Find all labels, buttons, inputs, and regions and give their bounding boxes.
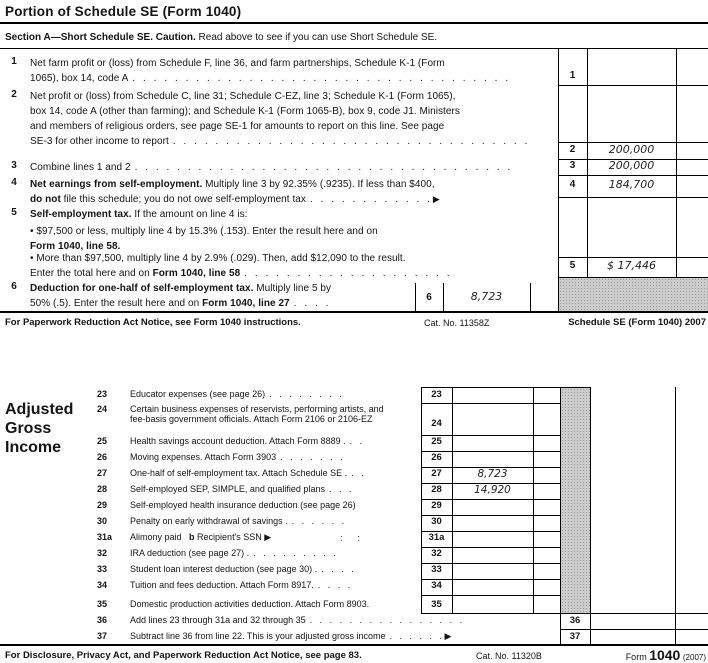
agi-section-heading: Adjusted Gross Income xyxy=(5,401,74,456)
se-line1-number: 1 xyxy=(11,56,17,67)
se-box5-amount-field[interactable]: $ 17,446 xyxy=(607,259,656,272)
agi-form-id: Form 1040 (2007) xyxy=(625,647,706,663)
amount-field[interactable]: 8,723 xyxy=(477,468,508,480)
line-label-number: 28 xyxy=(97,484,108,494)
form1040-line-28 xyxy=(0,484,708,500)
se-form-id: Schedule SE (Form 1040) 2007 xyxy=(568,317,706,328)
amount-field[interactable]: 14,920 xyxy=(474,484,511,496)
dot-leader: . . . . . . . . . . . . xyxy=(309,194,431,205)
entry-box-number: 36 xyxy=(569,615,581,626)
pointer-arrow-icon: ▶ xyxy=(432,194,440,204)
se-box4-number: 4 xyxy=(569,179,576,190)
dot-leader: . . . . . . . . . . . . . . . . . . . . . . . . . . . . . . . . . . . . xyxy=(134,162,511,173)
agi-footer-notice: For Disclosure, Privacy Act, and Paperwork Reduction Act Notice, see page 83. xyxy=(5,650,362,661)
line-label-number: 30 xyxy=(97,516,108,526)
se-box1-number: 1 xyxy=(569,70,576,81)
line-description: Add lines 23 through 31a and 32 through 35 . . . . . . . . . . . . . . . . xyxy=(130,615,463,625)
se-line6-number: 6 xyxy=(11,281,17,292)
form1040-line-25 xyxy=(0,436,708,452)
form1040-line-30 xyxy=(0,516,708,532)
page-title: Portion of Schedule SE (Form 1040) xyxy=(5,4,242,19)
section-a-header-rest: Read above to see if you can use Short Schedule SE. xyxy=(195,32,438,43)
entry-box-number: 31a xyxy=(428,532,445,543)
se-line1-text: Net farm profit or (loss) from Schedule F, line 36, and farm partnerships, Schedule K-1 (Form 1065), box 14, code A . . . . . . . . . . . . . . . . . . . . . . . . . . . . . . . . . . . . xyxy=(30,58,509,84)
se-box5-number: 5 xyxy=(569,260,576,271)
entry-box-number: 25 xyxy=(431,436,442,447)
line-label-number: 25 xyxy=(97,436,108,446)
dot-leader: . . . . . . . . . . . . . . . . . . . . xyxy=(244,268,450,279)
line-description: Self-employed SEP, SIMPLE, and qualified plans . . . xyxy=(130,484,352,494)
dot-leader: . . . . xyxy=(293,298,329,309)
line-label-number: 37 xyxy=(97,631,108,641)
entry-box-number: 27 xyxy=(431,468,442,479)
dot-leader: . . . . . . . . . xyxy=(253,548,336,558)
line-description: Health savings account deduction. Attach Form 8889 . . . xyxy=(130,436,363,446)
dot-leader: . . . . . . xyxy=(389,631,442,641)
line-description: Subtract line 36 from line 22. This is your adjusted gross income . . . . . . ▶ xyxy=(130,631,452,641)
dot-leader: . . . . . . . . . . . . . . . . . . . . . . . . . . . . . . . . . . xyxy=(172,136,528,147)
se-line2-text: Net profit or (loss) from Schedule C, line 31; Schedule C-EZ, line 3; Schedule K-1 (Form 1065), box 14, code A (other than farming); and Schedule K-1 (Form 1065-B), box 9, code J1. Ministers and members of religious orders, see page SE-1 for amounts to report on this line. See page SE-3 for other income to report . . . . . . . . . . . . . . . . . . . . . . . . . . . . . . . . . . xyxy=(30,91,528,147)
dot-leader: . . xyxy=(351,468,364,478)
line-description: Alimony paid b Recipient's SSN ▶ xyxy=(130,532,272,542)
dot-leader: . . . . xyxy=(317,580,351,590)
se-line5-number: 5 xyxy=(11,207,17,218)
dot-leader: . . . . . . . . xyxy=(269,389,342,399)
line-description: Certain business expenses of reservists, performing artists, and fee-basis government officials. Attach Form 2106 or 2106-EZ xyxy=(130,404,384,424)
line-label-number: 31a xyxy=(97,532,113,542)
section-bottom-rule xyxy=(0,644,708,646)
se-line2-number: 2 xyxy=(11,89,17,100)
grid-line xyxy=(676,48,677,277)
line-label-number: 26 xyxy=(97,452,108,462)
form1040-line-32 xyxy=(0,548,708,564)
line-description: Domestic production activities deduction. Attach Form 8903. xyxy=(130,599,370,609)
se-box6-amount-field[interactable]: 8,723 xyxy=(470,290,503,303)
dot-leader: . . . xyxy=(328,484,352,494)
line-label-number: 27 xyxy=(97,468,108,478)
section-bottom-rule xyxy=(0,311,708,313)
line-label-number: 29 xyxy=(97,500,108,510)
se-line3-text: Combine lines 1 and 2 . . . . . . . . . . . . . . . . . . . . . . . . . . . . . . . . . . . . xyxy=(30,162,511,173)
pointer-arrow-icon: ▶ xyxy=(264,532,272,542)
section-a-header xyxy=(5,32,437,43)
dot-leader: . . . . . . . . . . . . . . . . xyxy=(309,615,463,625)
form1040-line-35 xyxy=(0,599,708,615)
se-box3-number: 3 xyxy=(569,160,576,171)
grid-line xyxy=(558,85,708,86)
dot-leader: . . xyxy=(349,436,363,446)
se-line5-head: Self-employment tax. If the amount on line 4 is: xyxy=(30,209,248,220)
entry-box-number: 23 xyxy=(431,389,442,400)
form1040-line-36 xyxy=(0,615,708,631)
grid-line xyxy=(558,175,708,176)
line-description: One-half of self-employment tax. Attach Schedule SE . . . xyxy=(130,468,364,478)
entry-box-number: 24 xyxy=(431,418,442,429)
entry-box-number: 28 xyxy=(431,484,442,495)
line-description: Penalty on early withdrawal of savings . . . . . . . xyxy=(130,516,345,526)
line-description: Educator expenses (see page 26) . . . . . . . . xyxy=(130,389,342,399)
pointer-arrow-icon: ▶ xyxy=(444,631,452,641)
se-line4-number: 4 xyxy=(11,177,17,188)
agi-catalog-number: Cat. No. 11320B xyxy=(476,651,542,661)
line-label-number: 32 xyxy=(97,548,108,558)
se-box3-amount-field[interactable]: 200,000 xyxy=(608,159,655,172)
line-label-number: 35 xyxy=(97,599,108,609)
entry-box-number: 29 xyxy=(431,500,442,511)
entry-box-number: 37 xyxy=(569,631,581,642)
form1040-line-26 xyxy=(0,452,708,468)
dot-leader: . . . . xyxy=(321,564,354,574)
entry-box-number: 33 xyxy=(431,564,442,575)
entry-box-number: 34 xyxy=(431,580,442,591)
line-description: Self-employed health insurance deduction (see page 26) xyxy=(130,500,356,510)
line-label-number: 24 xyxy=(97,404,108,414)
line-label-number: 33 xyxy=(97,564,108,574)
se-box6-number: 6 xyxy=(426,292,432,303)
se-line6-text: Deduction for one-half of self-employment tax. Multiply line 5 by 50% (.5). Enter the result here and on Form 1040, line 27 . . . . xyxy=(30,283,332,309)
form1040-line-34 xyxy=(0,580,708,596)
entry-box-number: 26 xyxy=(431,452,442,463)
form1040-line-31a xyxy=(0,532,708,548)
entry-box-number: 32 xyxy=(431,548,442,559)
table-top-rule xyxy=(0,48,708,49)
line-label-number: 23 xyxy=(97,389,108,399)
se-line4-text: Net earnings from self-employment. Multiply line 3 by 92.35% (.9235). If less than $400, do not file this schedule; you do not owe self-employment tax . . . . . . . . . . . . ▶ xyxy=(30,179,440,205)
line-description: IRA deduction (see page 27) . . . . . . . . . . xyxy=(130,548,336,558)
dot-leader: . . . . . . . xyxy=(280,452,343,462)
form1040-line-24 xyxy=(0,404,708,435)
form1040-line-33 xyxy=(0,564,708,580)
shaded-area xyxy=(559,278,708,311)
line-label-number: 34 xyxy=(97,580,108,590)
grid-line xyxy=(558,197,708,198)
grid-line xyxy=(530,283,531,311)
se-catalog-number: Cat. No. 11358Z xyxy=(424,318,490,328)
se-box2-number: 2 xyxy=(569,144,576,155)
form1040-line-27 xyxy=(0,468,708,484)
section-a-header-bold: Section A—Short Schedule SE. Caution. xyxy=(5,32,196,43)
entry-box-number: 35 xyxy=(431,599,442,610)
dot-leader: . . . . . . xyxy=(291,516,345,526)
dot-leader: . . . . . . . . . . . . . . . . . . . . . . . . . . . . . . . . . . . . xyxy=(132,73,509,84)
title-rule xyxy=(0,22,708,24)
form1040-line-23 xyxy=(0,389,708,405)
line-description: Moving expenses. Attach Form 3903 . . . . . . . xyxy=(130,452,343,462)
se-box2-amount-field[interactable]: 200,000 xyxy=(608,143,655,156)
grid-line xyxy=(558,257,708,258)
se-box4-amount-field[interactable]: 184,700 xyxy=(608,178,655,191)
se-footer-notice: For Paperwork Reduction Act Notice, see Form 1040 instructions. xyxy=(5,317,301,328)
ssn-separator-marks: : : xyxy=(340,533,361,543)
form1040-line-29 xyxy=(0,500,708,516)
line-description: Student loan interest deduction (see page 30) . . . . . xyxy=(130,564,354,574)
se-line3-number: 3 xyxy=(11,160,17,171)
se-line5-bullet1: • $97,500 or less, multiply line 4 by 15.3% (.153). Enter the result here and on Form 1040, line 58. xyxy=(30,226,378,252)
line-label-number: 36 xyxy=(97,615,108,625)
line-description: Tuition and fees deduction. Attach Form 8917. . . . . xyxy=(130,580,351,590)
se-line5-bullet2: • More than $97,500, multiply line 4 by 2.9% (.029). Then, add $12,090 to the result. Enter the total here and on Form 1040, line 58 . . . . . . . . . . . . . . . . . . . . xyxy=(30,253,450,279)
entry-box-number: 30 xyxy=(431,516,442,527)
